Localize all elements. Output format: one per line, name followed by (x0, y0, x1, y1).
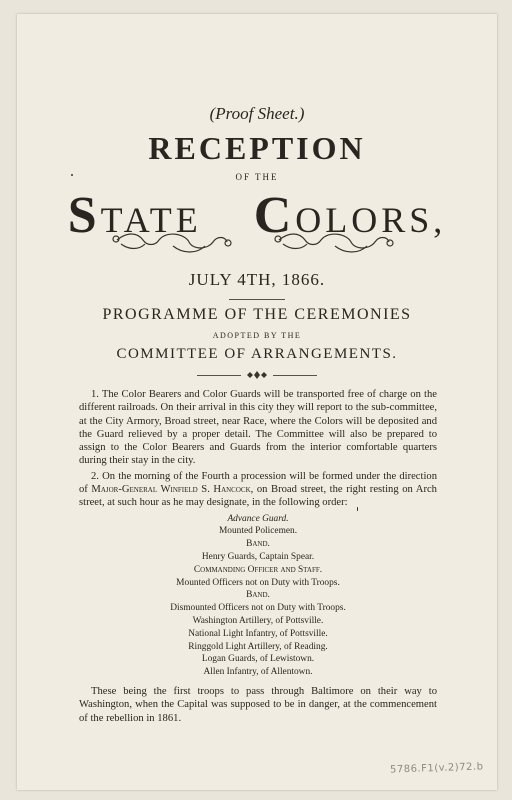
colors-initial: C (253, 187, 296, 244)
order-item: Band. (246, 590, 270, 601)
paragraph-2-end: , on Broad street, the right resting on Arch street, at such hour as he may designate, in the following order: (79, 484, 437, 509)
title-reception: RECEPTION (148, 130, 366, 166)
event-date: JULY 4TH, 1866. (188, 270, 326, 289)
programme-body (79, 388, 437, 727)
state-rest: TATE (100, 200, 202, 240)
order-item: Advance Guard. (227, 513, 289, 524)
order-item: Ringgold Light Artillery, of Reading. (188, 641, 328, 652)
order-item: Band. (246, 539, 270, 550)
flourish-right (275, 234, 393, 252)
paragraph-3: These being the first troops to pass through Baltimore on their way to Washington, when the Capital was supposed to be in danger, at the commencement of the rebellion in 1861. (79, 686, 437, 724)
ink-speck (357, 507, 358, 511)
subtitle-of-the: OF THE (235, 172, 279, 182)
paragraph-2-start: 2. On the morning of the Fourth a procession will be formed under the direction of (79, 470, 437, 496)
colors-rest: OLORS, (295, 200, 447, 240)
order-item: Mounted Policemen. (218, 526, 298, 537)
proof-label: (Proof Sheet.) (209, 104, 305, 123)
document-sheet (17, 14, 497, 790)
procession-order (79, 513, 437, 679)
pencil-catalog-note: 5786.F1(v.2)72.b (389, 761, 484, 776)
order-item: Logan Guards, of Lewistown. (201, 654, 315, 665)
divider-rule-left (197, 375, 241, 376)
order-item: National Light Infantry, of Pottsville. (188, 628, 328, 639)
order-item: Commanding Officer and Staff. (193, 564, 323, 575)
diamond-ornament (245, 371, 269, 379)
adopted-by-label: ADOPTED BY THE (212, 331, 302, 340)
order-item: Henry Guards, Captain Spear. (201, 552, 315, 563)
order-item: Dismounted Officers not on Duty with Troops. (170, 603, 346, 614)
paragraph-1: 1. The Color Bearers and Color Guards will be transported free of charge on the different railroads. On their arrival in this city they will report to the sub-committee, at the City Armory, Broad street, near Race, where the Colors will be deposited and the Guard relieved by a proper detail. The Committee will also be prepared to assign to the Color Bearers and Guards from the interior comfortable quarters during their stay in the city. (79, 389, 437, 467)
order-item: Washington Artillery, of Pottsville. (192, 616, 324, 627)
order-item: Mounted Officers not on Duty with Troops. (176, 577, 340, 588)
ink-speck (71, 174, 73, 176)
state-initial: S (67, 187, 101, 244)
divider-rule-right (273, 375, 317, 376)
commander-name: Major-General Winfield S. Hancock (91, 484, 251, 496)
flourish-ornament (17, 228, 497, 258)
committee-heading: COMMITTEE OF ARRANGEMENTS. (116, 346, 398, 362)
order-item: Allen Infantry, of Allentown. (203, 667, 313, 678)
flourish-left (113, 234, 231, 252)
programme-heading: PROGRAMME OF THE CEREMONIES (102, 306, 412, 323)
paragraph-2 (79, 470, 437, 510)
divider-rule (229, 299, 285, 300)
